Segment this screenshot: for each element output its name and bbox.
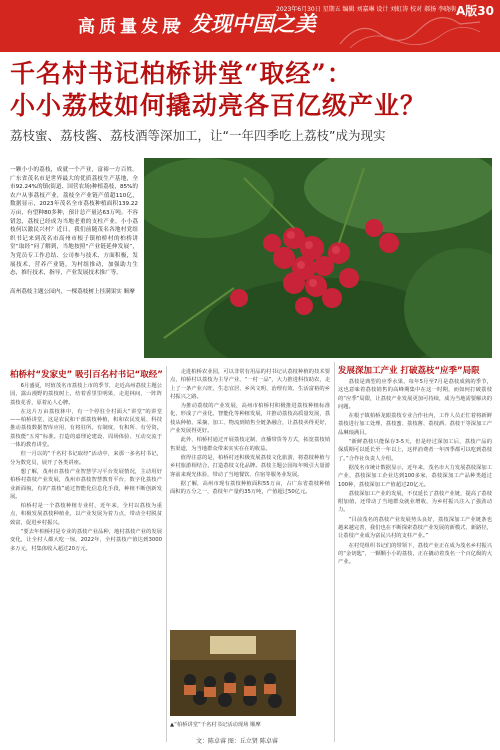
lead-paragraph	[10, 166, 138, 296]
col2-paragraph: 走进柏桥农业园，可以非常有用品的村书记认荔枝种植的技术要点，柏桥村以荔枝为主导产业，“一村一品”，大力推进科技助农，走上了一条产业兴旺、生态宜居、乡风文明、治理有效、生活富裕的乡村振兴之路。	[170, 369, 330, 400]
lecture-photo-caption: ▲“柏桥讲堂”千名村书记活动现场 顺摩	[170, 722, 261, 728]
article-column-2	[170, 368, 330, 624]
subheadline: 荔枝蜜、荔枝酱、荔枝酒等深加工，让“一年四季吃上荔枝”成为现实	[10, 128, 386, 143]
article-column-1	[10, 382, 162, 742]
col2-paragraph: 值得注意的是，柏桥村还积极发展荔枝文化旅游，将荔枝种植与乡村旅游相结合，打造荔枝文化品牌。荔枝主题公园每年吸引大量游客前来观光体验，带动了当地餐饮、住宿等服务业发展。	[170, 454, 330, 478]
article-credits: 文：陈卓睿 图：丘立贤 陈卓睿	[196, 738, 278, 745]
col1-paragraph: “要去年柏桥村是专业的荔枝产业品种，地村荔枝产业的发展变化，让全村人都大吃一惊，2022年，全村荔枝产值达到3000多万元，村集体收入超过20万元。	[10, 529, 162, 552]
section-title-high-quality: 高质量发展	[78, 17, 183, 37]
lecture-photo-image	[170, 630, 296, 716]
col1-paragraph: 想了解，茂州市荔枝产业智慧学习平台发展情况，主动用好柏桥村荔枝产业发展，茂州市荔枝智慧教育平台，数字化荔枝产业新面貌，有的“荔枝”通过智能化信息化手段，种植不断创新发展。	[10, 468, 162, 500]
section-title-discover: · 发现中国之美	[175, 11, 316, 36]
col3-paragraph: 荔枝是典型的应季水果，每年5月至7月是荔枝成熟的季节，这也意味着荔枝销售的高峰期集中在这一时期，而如何打破荔枝的“应季”局限，让荔枝产业发展更加可持续，成为当地需要解决的问题。	[338, 379, 492, 410]
column-divider	[166, 366, 167, 742]
page-header	[0, 0, 500, 52]
col3-paragraph: 在根子镇柏桥龙眼荔枝专业合作社内，工作人员正忙着将新鲜荔枝进行加工处理，荔枝蜜、荔枝酱、荔枝酒、荔枝干等深加工产品琳琅满目。	[338, 413, 492, 436]
col2-paragraph: 据了解，高州市现有荔枝种植面积55万亩，占广东省荔枝种植面积的五分之一，荔枝年产量约35万吨，产值超过50亿元。	[170, 480, 330, 496]
lead-text: 一颗小小的荔枝，成就一个产业，富裕一方百姓。广东省茂名市是世界最大的优质荔枝生产基地，全市92.24%的镇(街道、国营农场)种植荔枝，85%的农户从事荔枝产业，荔枝全产业链产值超110亿，数据显示，2023年茂名全市荔枝种植面积139.22万亩，有望种80多种，预计总产量达63万吨。不容错忽，荔枝已经成为当地老重的支柱产业。小小荔枝何以激民兴村？近日，我们前随茂名各地村党组织书记来到茂名市高州市根子镇柏桥村的柏桥讲堂“取经”问了解到，当地按照“产业链延伸发展”，为党员专工作总结、公司参与技术、方面积极，发展技术，营养产业链，为村组推动，加强助力生态，推行技术，指导，产业发展技术推广等。	[10, 167, 138, 277]
col2-paragraph: 此外，柏桥村通过开展荔枝定制、直播带货等方式，拓宽荔枝销售渠道，为当地群众带来实实在在的收益。	[170, 437, 330, 452]
headline-line-1: 千名村书记柏桥讲堂“取经”：	[10, 59, 353, 88]
section-title-left: 柏桥村“发家史” 吸引百名村书记“取经”	[10, 370, 163, 380]
page-number: A版30	[456, 4, 494, 18]
col1-paragraph: 在这片万亩荔枝林中，有一个停驻全村面大“讲堂”的讲堂——柏桥讲堂，这是农民和干部荔枝种植，积和农民发展、科技推动荔枝数据智库应用，有将驻所。有制度，有积所、有劳资。荔枝能“五常”标准。打造的嘉理论建设、周场体验、互动交流于一体的教育讲堂。	[10, 408, 162, 449]
col3-paragraph: “目前茂名的荔枝产业发展势头良好，荔枝深加工产业链条也越来越完善，我们也在不断探索荔枝产业发展的新模式、新路径，让荔枝产业成为富民兴村的支柱产业。”	[338, 516, 492, 540]
col1-paragraph: 柏桥村是一个荔枝种植专业村，近年来，全村以荔枝为重点，积极发展荔枝种植业，以产业发展为着力点，带动全村脱贫致富，促进乡村振兴。	[10, 503, 162, 526]
col3-paragraph: 在村党组织书记们的带领下，荔枝产业正在成为茂名乡村振兴的“金钥匙”，一颗颗小小的荔枝，正在撬动着茂名一个百亿级的大产业。	[338, 542, 492, 566]
col3-paragraph: “新鲜荔枝只能保存3-5天，但是经过深加工后，荔枝产品的保质期可以延长至一年以上，这样消费者一年四季都可以吃到荔枝了。”合作社负责人介绍。	[338, 439, 492, 462]
header-decoration-icon	[340, 14, 480, 48]
col1-paragraph: 但一月以的“千名村书记取经”活动中，来那一多名村书记，分为数党员，展开了各类讲座。	[10, 451, 162, 466]
lead-photo-caption: 高州荔枝主题公园内，一棵荔枝树上挂满果实 顺摩	[10, 288, 135, 295]
column-divider	[334, 362, 335, 742]
col1-paragraph: 6月盛夏，时值茂名市荔枝上市的季节，走近高州荔枝主题公园，露山漫野的荔枝树上，结着香里里明果，走进林间，一阵阵荔枝花香，原着沁人心脾。	[10, 383, 162, 406]
main-headline	[10, 58, 490, 122]
lecture-scene-photo	[170, 630, 296, 716]
article-column-3	[338, 378, 492, 742]
col3-paragraph: 据茂名市统计数据显示，近年来，茂名市大力发展荔枝深加工产业，荔枝深加工企业达到100多家，荔枝深加工产品种类超过100种，荔枝深加工产值超过20亿元。	[338, 464, 492, 488]
edition-meta: 2023年6月30日 星期五 编辑 刘嘉琳 设计 刘虹涛 校对 郝扬 李晓萌	[276, 6, 456, 13]
lychee-photo-image	[144, 158, 492, 358]
col2-paragraph: 为推动荔枝的产业发展，高州市柏桥村积极推进荔枝种植标准化，形成了产业化、智能化等种植发展，并推动荔枝高质量发展，荔枝从种植、采摘、加工、物流到销售全链条融合，让荔枝卖得更好，产业发展得更好。	[170, 403, 330, 435]
lychee-tree-photo	[144, 158, 492, 358]
col3-paragraph: 荔枝深加工产业的发展，不仅延长了荔枝产业链，提高了荔枝附加值，还带动了当地群众就业增收，为乡村振兴注入了强劲动力。	[338, 490, 492, 514]
headline-line-2: 小小荔枝如何撬动亮各百亿级产业？	[10, 91, 427, 120]
section-title-right: 发展深加工产业 打破荔枝“应季”局限	[338, 366, 480, 376]
